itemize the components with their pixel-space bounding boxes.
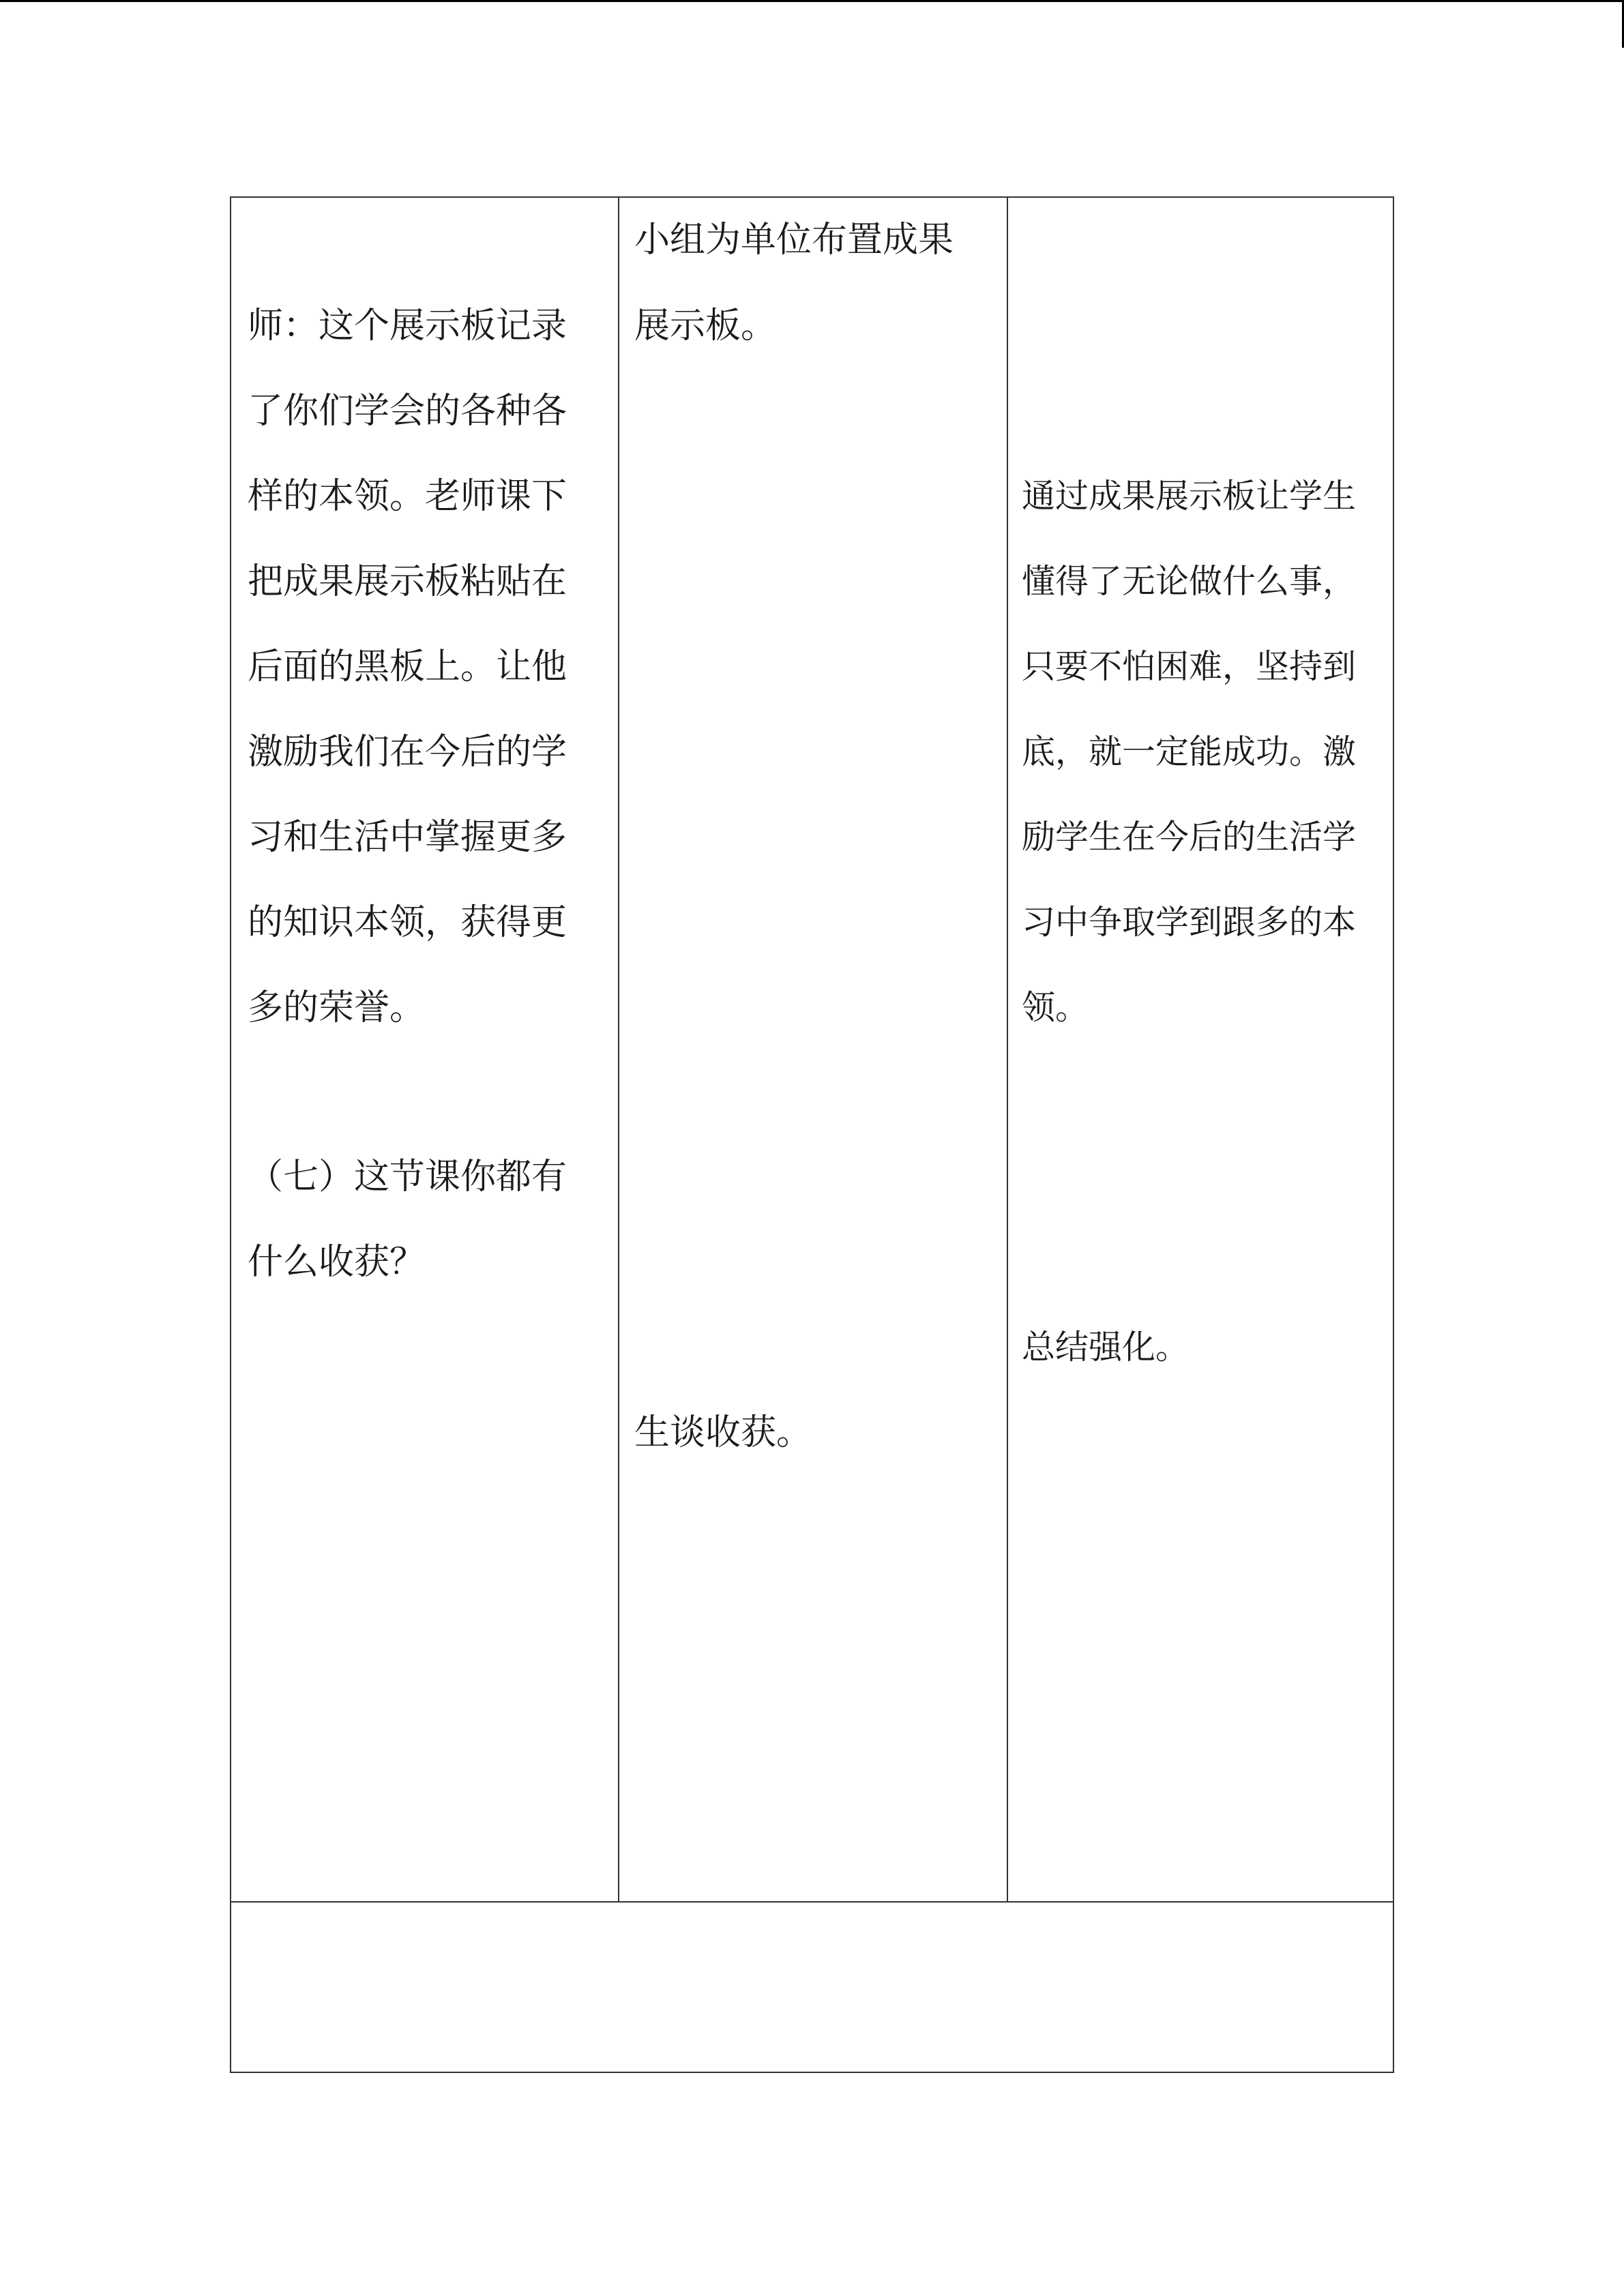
- text-line: 习中争取学到跟多的本: [1022, 903, 1357, 942]
- text-line: 励学生在今后的生活学: [1022, 818, 1357, 856]
- text-line: 把成果展示板粘贴在: [248, 561, 567, 602]
- text-line: 师：这个展示板记录: [248, 305, 567, 346]
- bottom-row-cell: [231, 1903, 1393, 2072]
- text-line: 多的荣誉。: [248, 987, 426, 1028]
- text-line: 激励我们在今后的学: [248, 732, 567, 773]
- text-line: 什么收获？: [248, 1242, 426, 1283]
- text-line: 小组为单位布置成果: [634, 220, 954, 260]
- text-line: （七）这节课你都有: [248, 1157, 567, 1197]
- text-line: 只要不怕困难，坚持到: [1022, 647, 1357, 686]
- column-divider-1: [618, 198, 619, 1901]
- text-line: 展示板。: [634, 305, 777, 346]
- text-line: 通过成果展示板让学生: [1022, 477, 1357, 516]
- lesson-plan-table: [230, 196, 1394, 2073]
- text-line: 生谈收获。: [634, 1412, 812, 1453]
- page-top-rule: [0, 0, 1624, 2]
- text-line: 总结强化。: [1022, 1328, 1190, 1367]
- text-line: 底，就一定能成功。激: [1022, 732, 1357, 771]
- column-divider-2: [1007, 198, 1008, 1901]
- text-line: 的知识本领，获得更: [248, 902, 567, 943]
- text-line: 样的本领。老师课下: [248, 476, 567, 517]
- text-line: 习和生活中掌握更多: [248, 817, 567, 858]
- text-line: 了你们学会的各种各: [248, 391, 567, 432]
- text-line: 懂得了无论做什么事，: [1022, 562, 1357, 601]
- text-line: 领。: [1022, 988, 1089, 1027]
- text-line: 后面的黑板上。让他: [248, 646, 567, 687]
